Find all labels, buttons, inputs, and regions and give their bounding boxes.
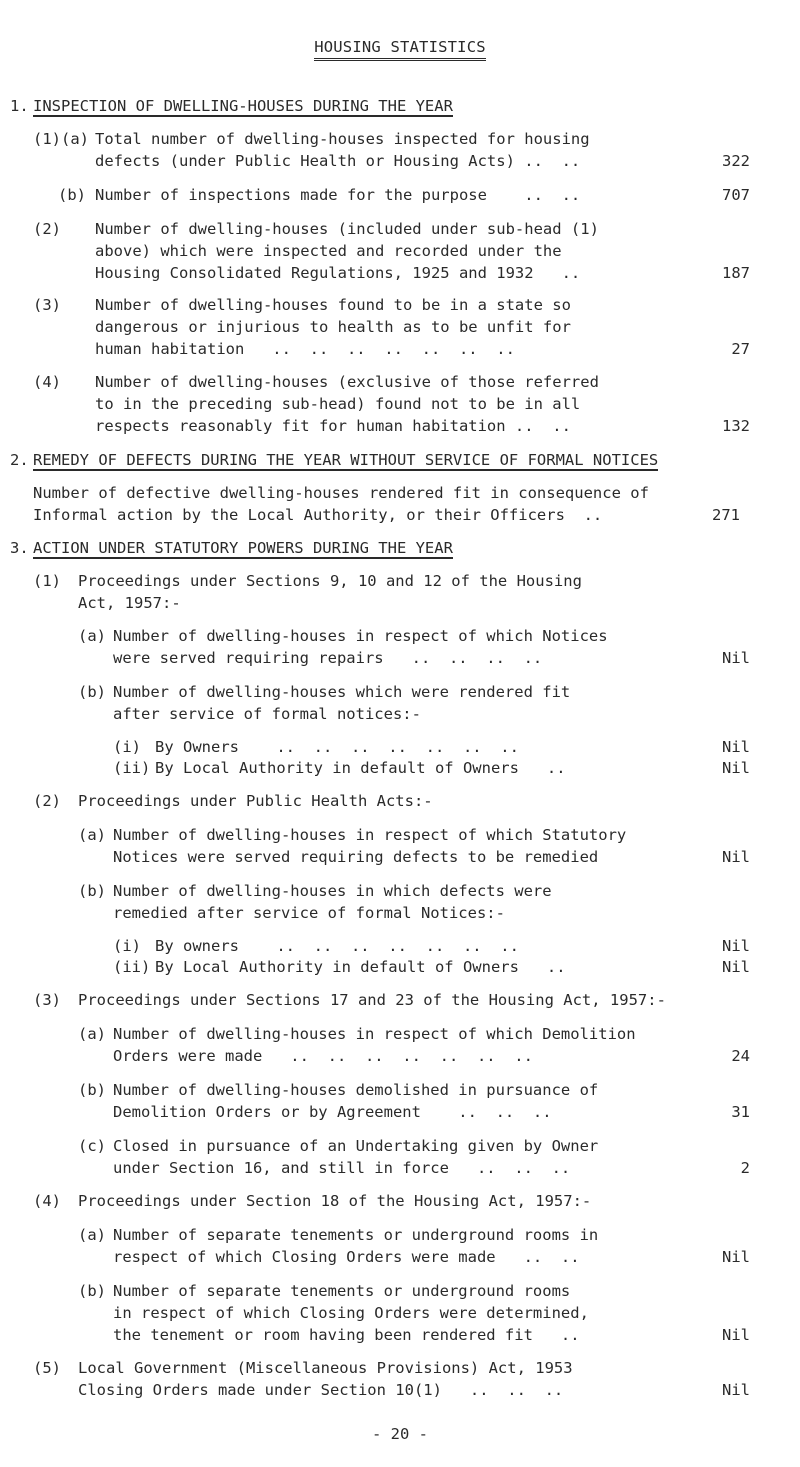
p1-a-line: were served requiring repairs .. .. .. .. bbox=[113, 649, 543, 667]
p1-i-label: (i) bbox=[113, 738, 141, 756]
p4-a-value: Nil bbox=[722, 1248, 750, 1266]
section-1-heading: INSPECTION OF DWELLING-HOUSES DURING THE YEAR bbox=[33, 97, 453, 115]
p1-a-line: Number of dwelling-houses in respect of which Notices bbox=[113, 627, 608, 645]
item-1a-value: 322 bbox=[722, 152, 750, 170]
item-2-line: Number of dwelling-houses (included under sub-head (1) bbox=[95, 220, 599, 238]
section-3-heading: ACTION UNDER STATUTORY POWERS DURING THE YEAR bbox=[33, 539, 453, 557]
item-2-line: above) which were inspected and recorded under the bbox=[95, 242, 562, 260]
p4-b-line: in respect of which Closing Orders were determined, bbox=[113, 1304, 589, 1322]
section-1-number: 1. bbox=[10, 97, 29, 115]
p3-b-label: (b) bbox=[78, 1081, 106, 1099]
p3-c-value: 2 bbox=[740, 1159, 750, 1177]
p2-ii-label: (ii) bbox=[113, 958, 151, 976]
item-3-label: (3) bbox=[33, 296, 61, 314]
item-1a-line: defects (under Public Health or Housing Acts) .. .. bbox=[95, 152, 581, 170]
p4-line: Proceedings under Section 18 of the Housing Act, 1957:- bbox=[78, 1192, 592, 1210]
p3-a-line: Number of dwelling-houses in respect of which Demolition bbox=[113, 1025, 636, 1043]
item-1b-label: (b) bbox=[58, 186, 86, 204]
p1-ii-value: Nil bbox=[722, 759, 750, 777]
p3-b-line: Demolition Orders or by Agreement .. .. .. bbox=[113, 1103, 552, 1121]
page-number: - 20 - bbox=[372, 1425, 428, 1443]
item-3-line: dangerous or injurious to health as to be unfit for bbox=[95, 318, 571, 336]
item-3-line: Number of dwelling-houses found to be in a state so bbox=[95, 296, 571, 314]
p4-label: (4) bbox=[33, 1192, 61, 1210]
p2-i-value: Nil bbox=[722, 937, 750, 955]
item-3-line: human habitation .. .. .. .. .. .. .. bbox=[95, 340, 515, 358]
p4-b-value: Nil bbox=[722, 1326, 750, 1344]
item-4-label: (4) bbox=[33, 373, 61, 391]
p1-i-value: Nil bbox=[722, 738, 750, 756]
p5-line: Local Government (Miscellaneous Provisions) Act, 1953 bbox=[78, 1359, 573, 1377]
p2-a-label: (a) bbox=[78, 826, 106, 844]
p3-a-label: (a) bbox=[78, 1025, 106, 1043]
item-1b-line: Number of inspections made for the purpose .. .. bbox=[95, 186, 581, 204]
p2-i-text: By owners .. .. .. .. .. .. .. bbox=[155, 937, 519, 955]
p4-b-line: Number of separate tenements or underground rooms bbox=[113, 1282, 571, 1300]
section-2-line: Number of defective dwelling-houses rendered fit in consequence of bbox=[33, 484, 649, 502]
item-1a-line: Total number of dwelling-houses inspected for housing bbox=[95, 130, 590, 148]
item-4-line: respects reasonably fit for human habitation .. .. bbox=[95, 417, 571, 435]
p1-a-value: Nil bbox=[722, 649, 750, 667]
p3-b-line: Number of dwelling-houses demolished in pursuance of bbox=[113, 1081, 599, 1099]
p4-b-line: the tenement or room having been rendered fit .. bbox=[113, 1326, 580, 1344]
p4-a-line: respect of which Closing Orders were made .. .. bbox=[113, 1248, 580, 1266]
p1-b-label: (b) bbox=[78, 683, 106, 701]
p4-a-line: Number of separate tenements or underground rooms in bbox=[113, 1226, 599, 1244]
p4-a-label: (a) bbox=[78, 1226, 106, 1244]
item-2-value: 187 bbox=[722, 264, 750, 282]
section-2-number: 2. bbox=[10, 451, 29, 469]
p3-line: Proceedings under Sections 17 and 23 of the Housing Act, 1957:- bbox=[78, 991, 666, 1009]
p3-b-value: 31 bbox=[731, 1103, 750, 1121]
p3-label: (3) bbox=[33, 991, 61, 1009]
section-2-value: 271 bbox=[712, 506, 740, 524]
p2-a-value: Nil bbox=[722, 848, 750, 866]
p1-a-label: (a) bbox=[78, 627, 106, 645]
p5-line: Closing Orders made under Section 10(1) .. .. .. bbox=[78, 1381, 564, 1399]
p2-ii-value: Nil bbox=[722, 958, 750, 976]
p2-b-line: Number of dwelling-houses in which defects were bbox=[113, 882, 552, 900]
p5-value: Nil bbox=[722, 1381, 750, 1399]
p4-b-label: (b) bbox=[78, 1282, 106, 1300]
p3-a-line: Orders were made .. .. .. .. .. .. .. bbox=[113, 1047, 533, 1065]
p2-a-line: Notices were served requiring defects to be remedied bbox=[113, 848, 599, 866]
p3-a-value: 24 bbox=[731, 1047, 750, 1065]
section-3-number: 3. bbox=[10, 539, 29, 557]
p1-line: Act, 1957:- bbox=[78, 594, 181, 612]
p2-line: Proceedings under Public Health Acts:- bbox=[78, 792, 433, 810]
p5-label: (5) bbox=[33, 1359, 61, 1377]
p2-ii-text: By Local Authority in default of Owners .. bbox=[155, 958, 566, 976]
page-title: HOUSING STATISTICS bbox=[0, 38, 800, 56]
item-2-label: (2) bbox=[33, 220, 61, 238]
item-2-line: Housing Consolidated Regulations, 1925 and 1932 .. bbox=[95, 264, 581, 282]
section-2-heading: REMEDY OF DEFECTS DURING THE YEAR WITHOUT SERVICE OF FORMAL NOTICES bbox=[33, 451, 659, 469]
p1-ii-label: (ii) bbox=[113, 759, 151, 777]
item-3-value: 27 bbox=[731, 340, 750, 358]
p1-ii-text: By Local Authority in default of Owners .. bbox=[155, 759, 566, 777]
item-4-line: to in the preceding sub-head) found not to be in all bbox=[95, 395, 581, 413]
p1-i-text: By Owners .. .. .. .. .. .. .. bbox=[155, 738, 519, 756]
p1-label: (1) bbox=[33, 572, 61, 590]
item-1b-value: 707 bbox=[722, 186, 750, 204]
item-4-value: 132 bbox=[722, 417, 750, 435]
p3-c-line: Closed in pursuance of an Undertaking given by Owner bbox=[113, 1137, 599, 1155]
p2-label: (2) bbox=[33, 792, 61, 810]
item-4-line: Number of dwelling-houses (exclusive of those referred bbox=[95, 373, 599, 391]
p1-b-line: Number of dwelling-houses which were rendered fit bbox=[113, 683, 571, 701]
item-1a-label: (1)(a) bbox=[33, 130, 89, 148]
p3-c-label: (c) bbox=[78, 1137, 106, 1155]
p1-b-line: after service of formal notices:- bbox=[113, 705, 421, 723]
p2-b-label: (b) bbox=[78, 882, 106, 900]
p2-i-label: (i) bbox=[113, 937, 141, 955]
p3-c-line: under Section 16, and still in force .. .. .. bbox=[113, 1159, 571, 1177]
p2-b-line: remedied after service of formal Notices:- bbox=[113, 904, 505, 922]
p2-a-line: Number of dwelling-houses in respect of which Statutory bbox=[113, 826, 627, 844]
section-2-line: Informal action by the Local Authority, or their Officers .. bbox=[33, 506, 603, 524]
p1-line: Proceedings under Sections 9, 10 and 12 of the Housing bbox=[78, 572, 582, 590]
